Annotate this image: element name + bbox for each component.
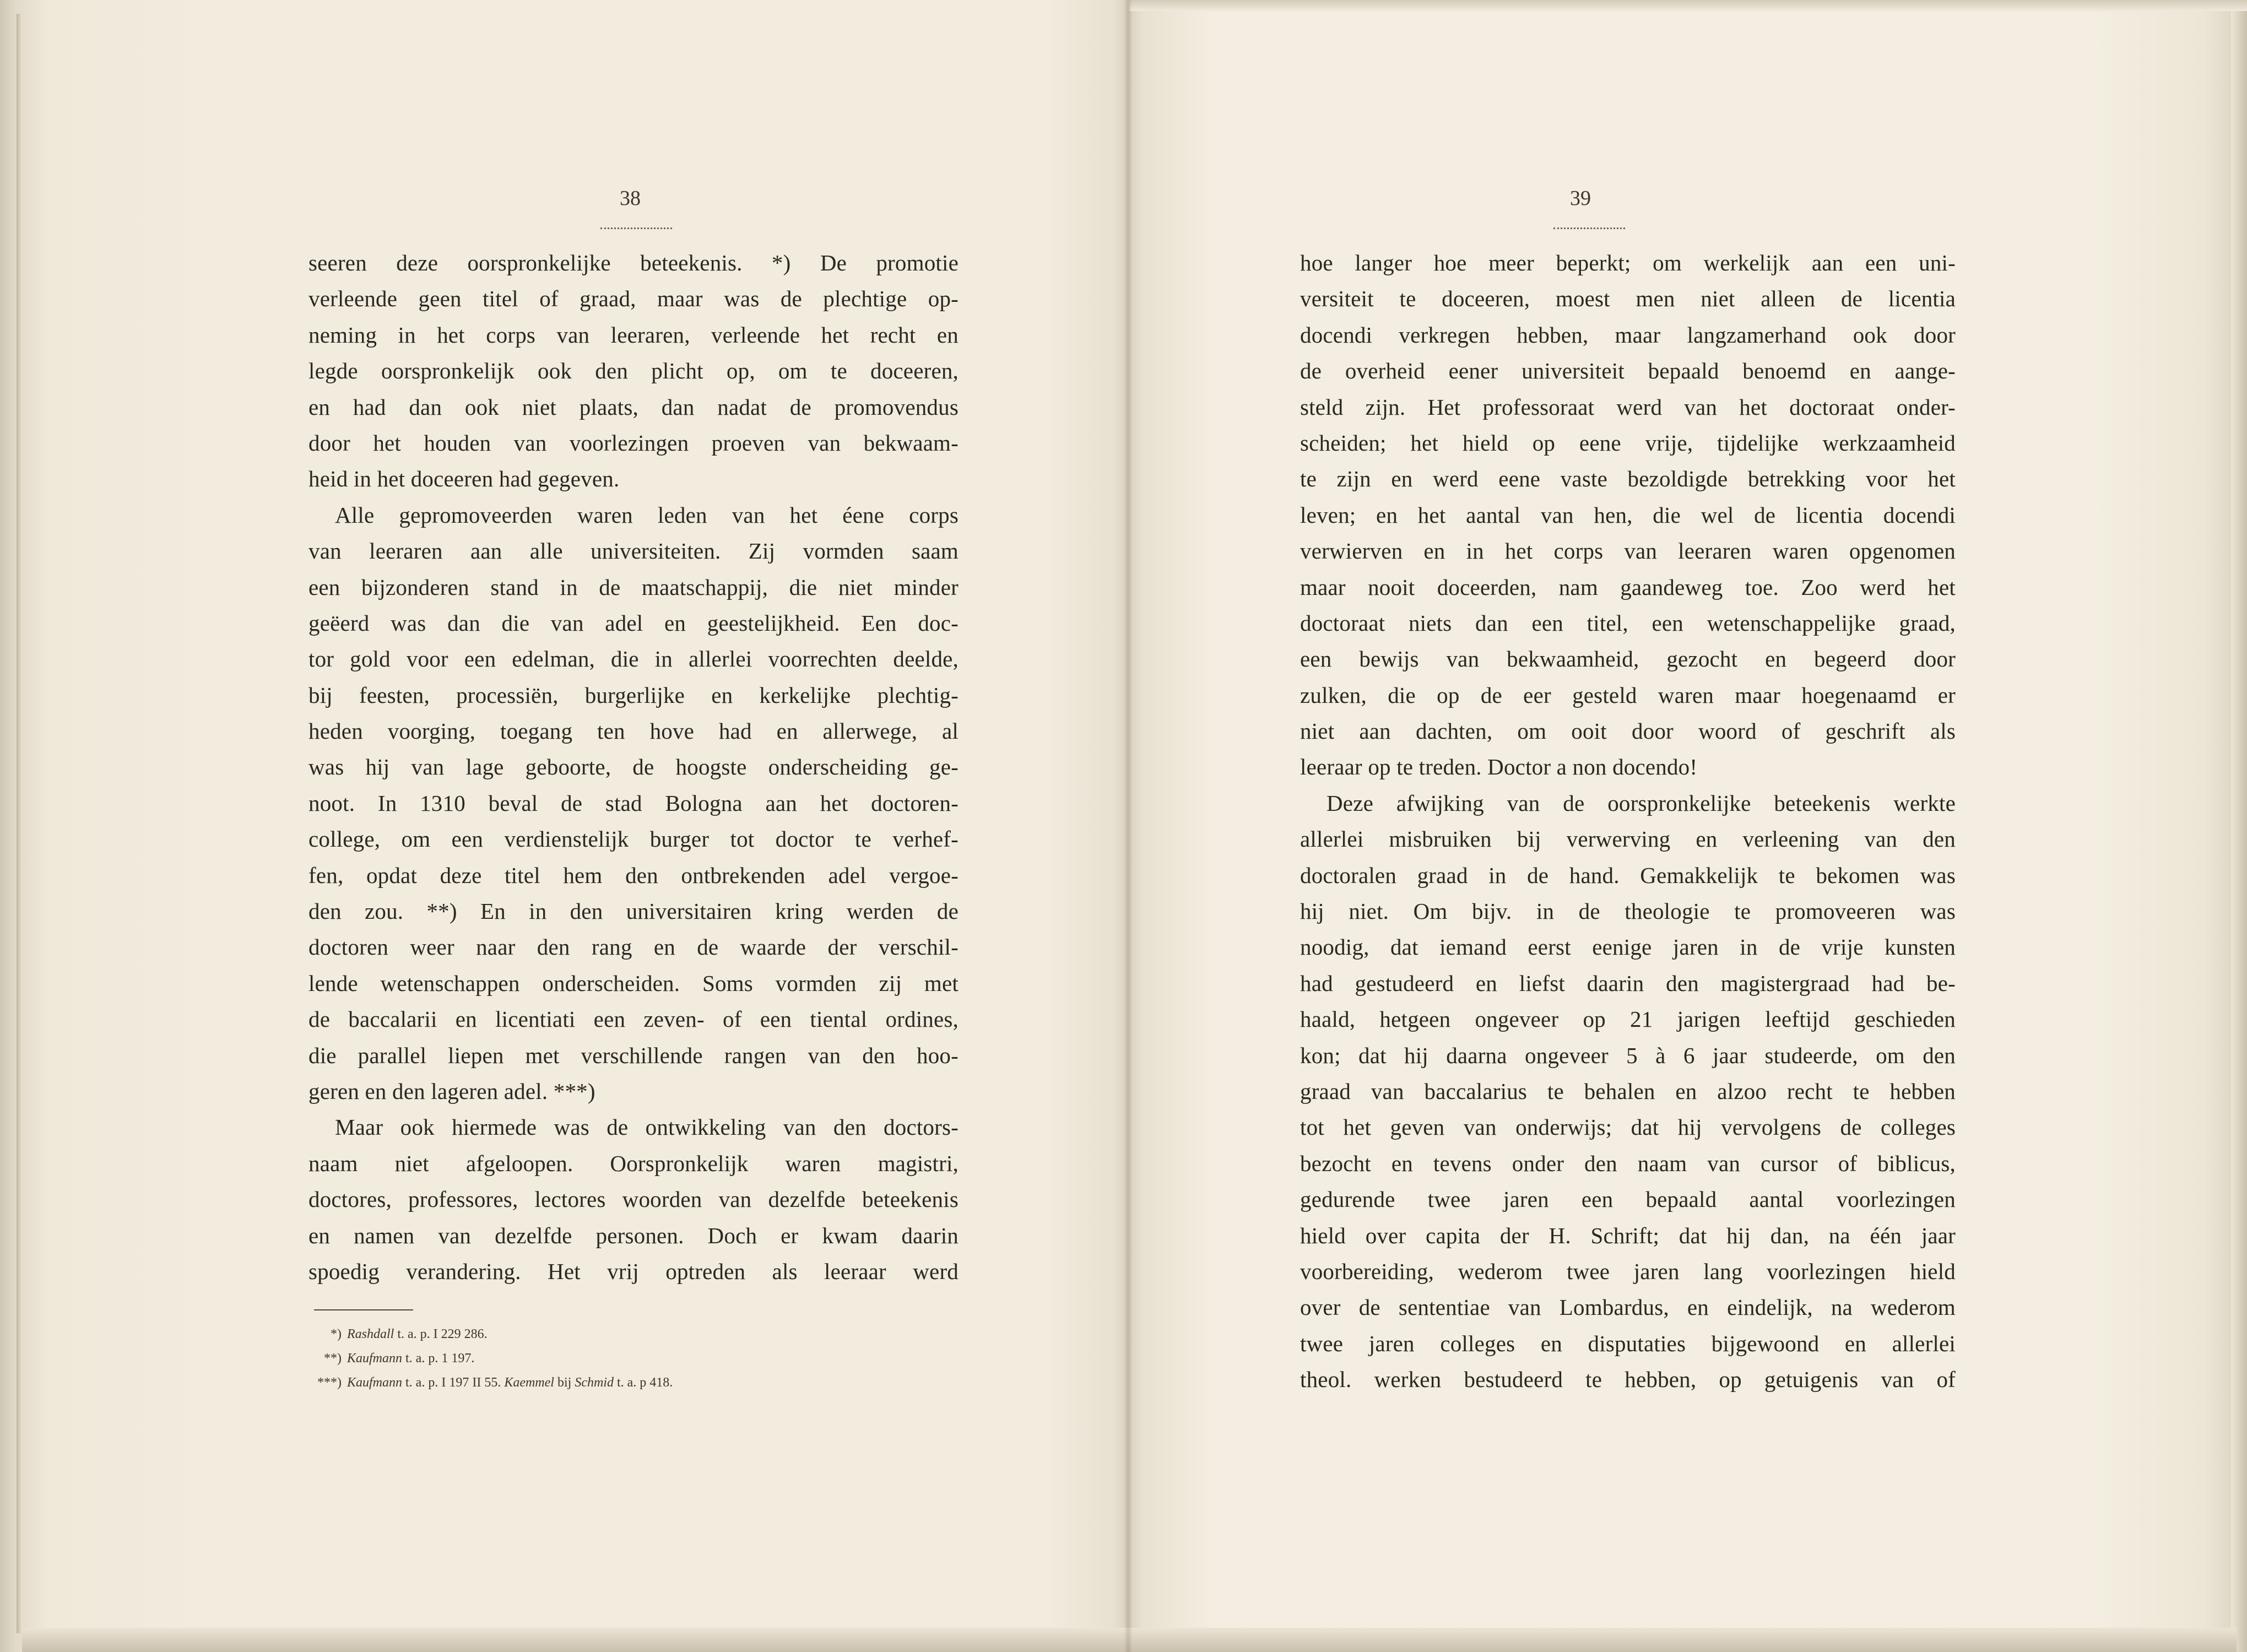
- text-line: theol. werken bestudeerd te hebben, op getuigenis van of: [1300, 1367, 1956, 1393]
- footnote-text: t. a. p 418.: [616, 1375, 673, 1390]
- footnote-author: Kaufmann: [347, 1375, 403, 1390]
- text-line: neming in het corps van leeraren, verleende het recht en: [308, 322, 959, 348]
- footnote-text: t. a. p. I 229 286.: [397, 1327, 488, 1341]
- text-line: twee jaren colleges en disputaties bijgewoond en allerlei: [1300, 1330, 1956, 1356]
- text-line: leeraar op te treden. Doctor a non docendo!: [1300, 754, 1698, 780]
- footnote: [308, 1346, 959, 1371]
- text-line: en had dan ook niet plaats, dan nadat de promovendus: [308, 394, 959, 420]
- text-line: die parallel liepen met verschillende rangen van den hoo-: [308, 1042, 959, 1068]
- text-line: heden voorging, toegang ten hove had en allerwege, al: [308, 718, 959, 744]
- text-line: hoe langer hoe meer beperkt; om werkelijk aan een uni-: [1300, 250, 1956, 275]
- text-line: verleende geen titel of graad, maar was de plechtige op-: [308, 286, 959, 312]
- text-line: en namen van dezelfde personen. Doch er kwam daarin: [308, 1222, 959, 1248]
- text-line: voorbereiding, wederom twee jaren lang voorlezingen hield: [1300, 1258, 1956, 1284]
- footnote-author: Kaemmel: [504, 1375, 554, 1390]
- text-line: geëerd was dan die van adel en geestelijkheid. Een doc-: [308, 610, 959, 636]
- text-line: over de sententiae van Lombardus, en eindelijk, na wederom: [1300, 1294, 1956, 1320]
- text-line: niet aan dachten, om ooit door woord of geschrift als: [1300, 718, 1956, 744]
- text-line: scheiden; het hield op eene vrije, tijdelijke werkzaamheid: [1300, 430, 1956, 456]
- text-line: versiteit te doceeren, moest men niet alleen de licentia: [1300, 286, 1956, 312]
- text-line: fen, opdat deze titel hem den ontbrekenden adel vergoe-: [308, 862, 959, 888]
- text-line: lende wetenschappen onderscheiden. Soms vormden zij met: [308, 970, 959, 996]
- text-line: Alle gepromoveerden waren leden van het éene corps: [335, 502, 959, 528]
- text-line: noot. In 1310 beval de stad Bologna aan het doctoren-: [308, 790, 959, 816]
- footnote-text: bij: [557, 1375, 572, 1390]
- footnote-mark: *): [331, 1327, 342, 1341]
- text-line: bij feesten, processiën, burgerlijke en kerkelijke plechtig-: [308, 682, 959, 708]
- page-number-ornament: [1553, 223, 1625, 229]
- book-gutter: [1124, 0, 1133, 1652]
- text-line: van leeraren aan alle universiteiten. Zij vormden saam: [308, 538, 959, 564]
- text-line: leven; en het aantal van hen, die wel de licentia docendi: [1300, 502, 1956, 528]
- footnote-text: t. a. p. I 197 II 55.: [405, 1375, 501, 1390]
- text-line: doctoraat niets dan een titel, een wetenschappelijke graad,: [1300, 610, 1956, 636]
- text-line: noodig, dat iemand eerst eenige jaren in de vrije kunsten: [1300, 934, 1956, 960]
- footnote-text: t. a. p. 1 197.: [405, 1351, 475, 1366]
- text-line: bezocht en tevens onder den naam van cursor of biblicus,: [1300, 1150, 1956, 1176]
- left-page: 38 seeren deze oorspronkelijke beteekenis. *) De promotie verleende geen titel of graad, maar was de plechtige op- neming in het corps van leeraren, verleende het recht en legde oorspronkelijk ook den plicht op, om te doceeren, en had dan ook niet plaats, dan nadat de promovendus door het houden van voorlezingen proeven van bekwaam- heid in het doceeren had gegeven. Alle gepromoveerden waren leden van het éene corps van leeraren aan alle universiteiten. Zij vormden saam een bijzonderen stand in de maatschappij, die niet minder geëerd was dan die van adel en geestelijkheid. Een doc- tor gold voor een edelman, die in allerlei voorrechten deelde, bij feesten, processiën, burgerlijke en kerkelijke plechtig- heden voorging, toegang ten hove had en allerwege, al was hij van lage geboorte, de hoogste onderscheiding ge- noot. In 1310 beval de stad Bologna aan het doctoren- college, om een verdienstelijk burger tot doctor te verhef- fen, opdat deze titel hem den ontbrekenden adel vergoe- den zou. **) En in den universitairen kring werden de doctoren weer naar den rang en de waarde der verschil- lende wetenschappen onderscheiden. Soms vormden zij met de baccalarii en licentiati een zeven- of een tiental ordines, die parallel liepen met verschillende rangen van den hoo- geren en den lageren adel. ***) Maar ook hiermede was de ontwikkeling van den doctors- naam niet afgeloopen. Oorspronkelijk waren magistri, doctores, professores, lectores woorden van dezelfde beteekenis en namen van dezelfde personen. Doch er kwam daarin spoedig verandering. Het vrij optreden als leeraar werd *) Rashdall t. a. p. I 229 286. **) Kaufmann t. a. p. 1 197. ***) Kaufmann t. a. p. I 197 II 55. Kaemmel bij Schmid t. a. p 418.: [308, 0, 959, 1652]
- text-line: heid in het doceeren had gegeven.: [308, 466, 620, 492]
- text-line: geren en den lageren adel. ***): [308, 1078, 595, 1104]
- page-number-ornament: [600, 223, 672, 229]
- text-line: Deze afwijking van de oorspronkelijke beteekenis werkte: [1326, 790, 1956, 816]
- text-line: steld zijn. Het professoraat werd van het doctoraat onder-: [1300, 394, 1956, 420]
- footnote-mark: **): [324, 1351, 342, 1366]
- footnote-mark: ***): [317, 1375, 342, 1390]
- text-line: tor gold voor een edelman, die in allerlei voorrechten deelde,: [308, 646, 959, 672]
- footnotes: [308, 1322, 959, 1395]
- text-line: gedurende twee jaren een bepaald aantal voorlezingen: [1300, 1187, 1956, 1212]
- footnote-author: Rashdall: [347, 1327, 394, 1341]
- text-line: docendi verkregen hebben, maar langzamerhand ook door: [1300, 322, 1956, 348]
- text-line: college, om een verdienstelijk burger tot doctor te verhef-: [308, 826, 959, 852]
- text-line: was hij van lage geboorte, de hoogste onderscheiding ge-: [308, 754, 959, 780]
- footnote: [308, 1371, 959, 1395]
- text-line: Maar ook hiermede was de ontwikkeling van den doctors-: [335, 1114, 959, 1140]
- text-line: graad van baccalarius te behalen en alzoo recht te hebben: [1300, 1078, 1956, 1104]
- text-line: had gestudeerd en liefst daarin den magistergraad had be-: [1300, 970, 1956, 996]
- text-line: allerlei misbruiken bij verwerving en verleening van den: [1300, 826, 1956, 852]
- text-line: hij niet. Om bijv. in de theologie te promoveeren was: [1300, 898, 1956, 924]
- text-line: hield over capita der H. Schrift; dat hij dan, na één jaar: [1300, 1222, 1956, 1248]
- text-line: doctores, professores, lectores woorden van dezelfde beteekenis: [308, 1187, 959, 1212]
- page-edge-right: [2231, 11, 2247, 1652]
- text-line: seeren deze oorspronkelijke beteekenis. *) De promotie: [308, 250, 959, 275]
- text-line: maar nooit doceerden, nam gaandeweg toe. Zoo werd het: [1300, 574, 1956, 600]
- right-page: 39 hoe langer hoe meer beperkt; om werkelijk aan een uni- versiteit te doceeren, moest men niet alleen de licentia docendi verkregen hebben, maar langzamerhand ook door de overheid eener universiteit bepaald benoemd en aange- steld zijn. Het professoraat werd van het doctoraat onder- scheiden; het hield op eene vrije, tijdelijke werkzaamheid te zijn en werd eene vaste bezoldigde betrekking voor het leven; en het aantal van hen, die wel de licentia docendi verwierven en in het corps van leeraren waren opgenomen maar nooit doceerden, nam gaandeweg toe. Zoo werd het doctoraat niets dan een titel, een wetenschappelijke graad, een bewijs van bekwaamheid, gezocht en begeerd door zulken, die op de eer gesteld waren maar hoegenaamd er niet aan dachten, om ooit door woord of geschrift als leeraar op te treden. Doctor a non docendo! Deze afwijking van de oorspronkelijke beteekenis werkte allerlei misbruiken bij verwerving en verleening van den doctoralen graad in de hand. Gemakkelijk te bekomen was hij niet. Om bijv. in de theologie te promoveeren was noodig, dat iemand eerst eenige jaren in de vrije kunsten had gestudeerd en liefst daarin den magistergraad had be- haald, hetgeen ongeveer op 21 jarigen leeftijd geschieden kon; dat hij daarna ongeveer 5 à 6 jaar studeerde, om den graad van baccalarius te behalen en alzoo recht te hebben tot het geven van onderwijs; dat hij vervolgens de colleges bezocht en tevens onder den naam van cursor of biblicus, gedurende twee jaren een bepaald aantal voorlezingen hield over capita der H. Schrift; dat hij dan, na één jaar voorbereiding, wederom twee jaren lang voorlezingen hield over de sententiae van Lombardus, en eindelijk, na wederom twee jaren colleges en disputaties bijgewoond en allerlei theol. werken bestudeerd te hebben, op getuigenis van of: [1300, 0, 1956, 1652]
- page-edge-left: [17, 14, 21, 1633]
- text-line: legde oorspronkelijk ook den plicht op, om te doceeren,: [308, 358, 959, 384]
- text-line: doctoren weer naar den rang en de waarde der verschil-: [308, 934, 959, 960]
- body-text: [1300, 245, 1956, 1398]
- text-line: de overheid eener universiteit bepaald benoemd en aange-: [1300, 358, 1956, 384]
- text-line: een bewijs van bekwaamheid, gezocht en begeerd door: [1300, 646, 1956, 672]
- text-line: een bijzonderen stand in de maatschappij, die niet minder: [308, 574, 959, 600]
- text-line: doctoralen graad in de hand. Gemakkelijk te bekomen was: [1300, 862, 1956, 888]
- text-line: de baccalarii en licentiati een zeven- of een tiental ordines,: [308, 1006, 959, 1032]
- text-line: zulken, die op de eer gesteld waren maar hoegenaamd er: [1300, 682, 1956, 708]
- text-line: naam niet afgeloopen. Oorspronkelijk waren magistri,: [308, 1150, 959, 1176]
- text-line: den zou. **) En in den universitairen kring werden de: [308, 898, 959, 924]
- footnote: [308, 1322, 959, 1346]
- text-line: haald, hetgeen ongeveer op 21 jarigen leeftijd geschieden: [1300, 1006, 1956, 1032]
- footnote-author: Kaufmann: [347, 1351, 403, 1366]
- text-line: door het houden van voorlezingen proeven van bekwaam-: [308, 430, 959, 456]
- text-line: te zijn en werd eene vaste bezoldigde betrekking voor het: [1300, 466, 1956, 492]
- text-line: kon; dat hij daarna ongeveer 5 à 6 jaar studeerde, om den: [1300, 1042, 1956, 1068]
- footnote-author: Schmid: [575, 1375, 614, 1390]
- text-line: tot het geven van onderwijs; dat hij vervolgens de colleges: [1300, 1114, 1956, 1140]
- body-text: [308, 245, 959, 1290]
- footnote-rule: [314, 1309, 413, 1310]
- text-line: verwierven en in het corps van leeraren waren opgenomen: [1300, 538, 1956, 564]
- text-line: spoedig verandering. Het vrij optreden als leeraar werd: [308, 1258, 959, 1284]
